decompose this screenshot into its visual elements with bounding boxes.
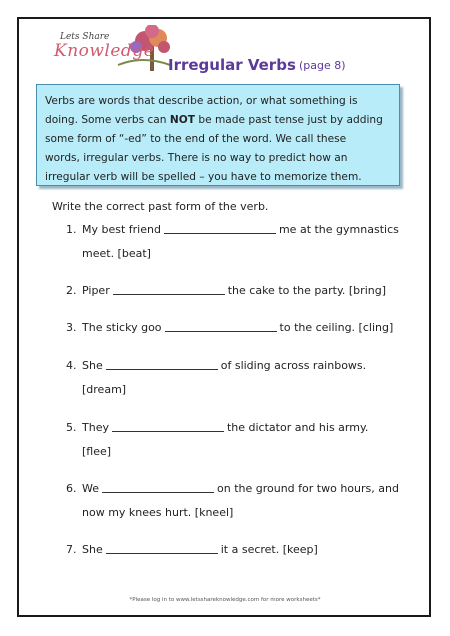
question-text-before: The sticky goo — [82, 321, 162, 334]
question-text-before: My best friend — [82, 223, 161, 236]
answer-blank[interactable] — [106, 357, 218, 370]
page-title: Irregular Verbs — [168, 56, 296, 74]
question-text-before: They — [82, 421, 109, 434]
question-text-after: the dictator and his army. — [226, 421, 369, 434]
answer-blank[interactable] — [164, 221, 276, 234]
logo-text-main: Knowledge — [54, 41, 155, 61]
question-text-after: the cake to the party. [bring] — [227, 284, 386, 297]
question-number: 5. — [66, 421, 77, 434]
instruction: Write the correct past form of the verb. — [52, 200, 269, 213]
question-3 — [66, 316, 393, 340]
info-emphasis: NOT — [169, 114, 195, 126]
question-text-after: to the ceiling. [cling] — [279, 321, 394, 334]
question-4 — [66, 354, 366, 402]
answer-blank[interactable] — [165, 319, 277, 332]
question-text-after: of sliding across rainbows. — [220, 359, 367, 372]
info-line-2 — [45, 111, 393, 130]
answer-blank[interactable] — [106, 541, 218, 554]
question-7 — [66, 538, 318, 562]
info-line-1: Verbs are words that describe action, or what something is — [45, 95, 358, 107]
question-number: 7. — [66, 543, 77, 556]
question-continuation: meet. [beat] — [82, 247, 151, 260]
logo — [48, 25, 178, 75]
question-text-before: She — [82, 543, 103, 556]
question-6 — [66, 477, 399, 525]
question-text-before: She — [82, 359, 103, 372]
page-subtitle: (page 8) — [299, 59, 346, 72]
question-number: 3. — [66, 321, 77, 334]
question-text-after: on the ground for two hours, and — [217, 482, 399, 495]
question-2 — [66, 279, 386, 303]
answer-blank[interactable] — [112, 419, 224, 432]
question-text-after: it a secret. [keep] — [220, 543, 318, 556]
logo-text-top: Lets Share — [60, 32, 110, 42]
question-number: 2. — [66, 284, 77, 297]
info-line-3: some form of “-ed” to the end of the word. We call these — [45, 133, 347, 145]
answer-blank[interactable] — [113, 282, 225, 295]
question-1 — [66, 218, 399, 266]
answer-blank[interactable] — [102, 480, 214, 493]
footer-note: *Please log in to www.letsshareknowledge.com for more worksheets* — [129, 597, 321, 603]
question-continuation: now my knees hurt. [kneel] — [82, 506, 234, 519]
question-number: 4. — [66, 359, 77, 372]
info-line-2-end: be made past tense just by adding — [195, 114, 383, 126]
info-box — [36, 84, 400, 186]
info-line-4: words, irregular verbs. There is no way to predict how an — [45, 152, 348, 164]
info-line-2-start: doing. Some verbs can — [45, 114, 170, 126]
question-5 — [66, 416, 368, 464]
question-text-after: me at the gymnastics — [278, 223, 399, 236]
question-text-before: We — [82, 482, 99, 495]
question-number: 6. — [66, 482, 77, 495]
question-continuation: [flee] — [82, 445, 112, 458]
question-continuation: [dream] — [82, 383, 127, 396]
question-text-before: Piper — [82, 284, 110, 297]
info-line-5: irregular verb will be spelled – you have to memorize them. — [45, 171, 362, 183]
question-number: 1. — [66, 223, 77, 236]
